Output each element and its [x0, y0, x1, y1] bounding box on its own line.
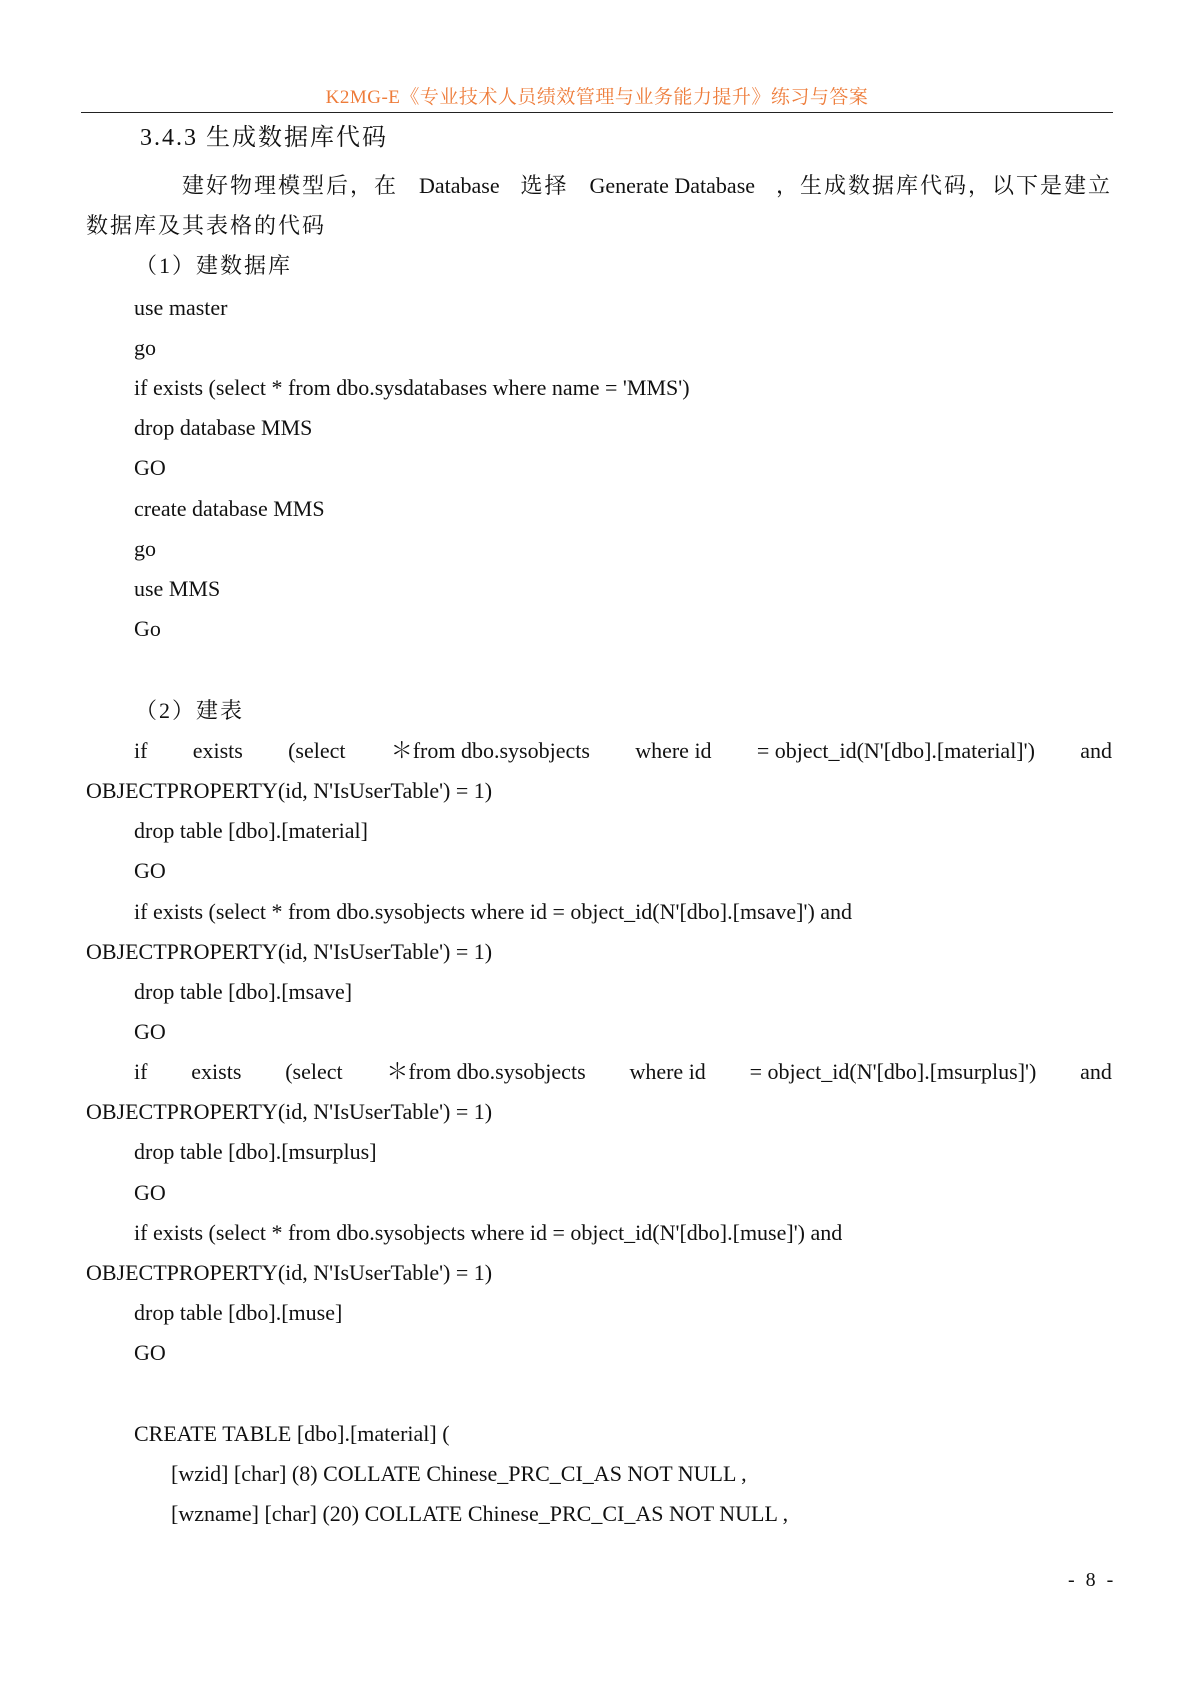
- code-line-justified: [134, 735, 1112, 767]
- code-line: GO: [134, 455, 166, 480]
- create-db-heading: （1）建数据库: [135, 253, 293, 278]
- code-line: CREATE TABLE [dbo].[material] (: [134, 1421, 450, 1446]
- intro-part: Generate Database: [589, 173, 756, 198]
- code-line: drop table [dbo].[msurplus]: [134, 1139, 377, 1164]
- code-line: OBJECTPROPERTY(id, N'IsUserTable') = 1): [86, 939, 493, 964]
- intro-part: Database: [418, 173, 500, 198]
- code-line: [wzname] [char] (20) COLLATE Chinese_PRC_CI_AS NOT NULL ,: [171, 1501, 789, 1526]
- code-word: and: [1080, 1059, 1112, 1084]
- code-line-justified: [134, 1056, 1112, 1088]
- code-word: ＊from dbo.sysobjects: [390, 738, 590, 763]
- code-word: = object_id(N'[dbo].[msurplus]'): [749, 1059, 1037, 1084]
- page-number: - 8 -: [1068, 1569, 1117, 1591]
- header-title: K2MG-E《专业技术人员绩效管理与业务能力提升》练习与答案: [325, 87, 869, 108]
- code-line: OBJECTPROPERTY(id, N'IsUserTable') = 1): [86, 1260, 493, 1285]
- intro-line-1: [182, 170, 1112, 202]
- create-tables-heading: （2）建表: [135, 698, 245, 723]
- code-line: GO: [134, 1019, 166, 1044]
- code-word: = object_id(N'[dbo].[material]'): [756, 738, 1035, 763]
- code-line: drop table [dbo].[material]: [134, 818, 368, 843]
- code-word: exists: [192, 738, 243, 763]
- code-line: if exists (select * from dbo.sysobjects where id = object_id(N'[dbo].[muse]') and: [134, 1220, 843, 1245]
- code-line: go: [134, 335, 156, 360]
- intro-part: ，生成数据库代码，以下是建立: [775, 173, 1112, 198]
- code-line: [wzid] [char] (8) COLLATE Chinese_PRC_CI_AS NOT NULL ,: [171, 1461, 747, 1486]
- code-line: GO: [134, 1340, 166, 1365]
- code-line: go: [134, 536, 156, 561]
- code-word: where id: [629, 1059, 706, 1084]
- intro-part: 选择: [520, 173, 569, 198]
- code-line: create database MMS: [134, 496, 325, 521]
- section-title: 3.4.3 生成数据库代码: [140, 125, 388, 151]
- code-line: GO: [134, 1180, 166, 1205]
- code-line: use MMS: [134, 576, 221, 601]
- code-line: drop table [dbo].[muse]: [134, 1300, 343, 1325]
- code-line: drop database MMS: [134, 415, 313, 440]
- code-line: if exists (select * from dbo.sysdatabases where name = 'MMS'): [134, 375, 690, 400]
- page-header: [81, 84, 1113, 113]
- code-line: Go: [134, 616, 161, 641]
- code-word: if: [134, 738, 148, 763]
- code-line: OBJECTPROPERTY(id, N'IsUserTable') = 1): [86, 1099, 493, 1124]
- code-word: and: [1080, 738, 1112, 763]
- code-word: where id: [635, 738, 712, 763]
- code-line: drop table [dbo].[msave]: [134, 979, 353, 1004]
- code-word: ＊from dbo.sysobjects: [386, 1059, 586, 1084]
- code-line: OBJECTPROPERTY(id, N'IsUserTable') = 1): [86, 778, 493, 803]
- code-word: exists: [191, 1059, 242, 1084]
- code-line: GO: [134, 858, 166, 883]
- intro-part: 建好物理模型后，在: [182, 173, 399, 198]
- intro-line-2: 数据库及其表格的代码: [86, 213, 327, 238]
- code-line: if exists (select * from dbo.sysobjects where id = object_id(N'[dbo].[msave]') and: [134, 899, 853, 924]
- code-word: if: [134, 1059, 148, 1084]
- code-line: use master: [134, 295, 228, 320]
- code-word: (select: [285, 1059, 343, 1084]
- code-word: (select: [288, 738, 346, 763]
